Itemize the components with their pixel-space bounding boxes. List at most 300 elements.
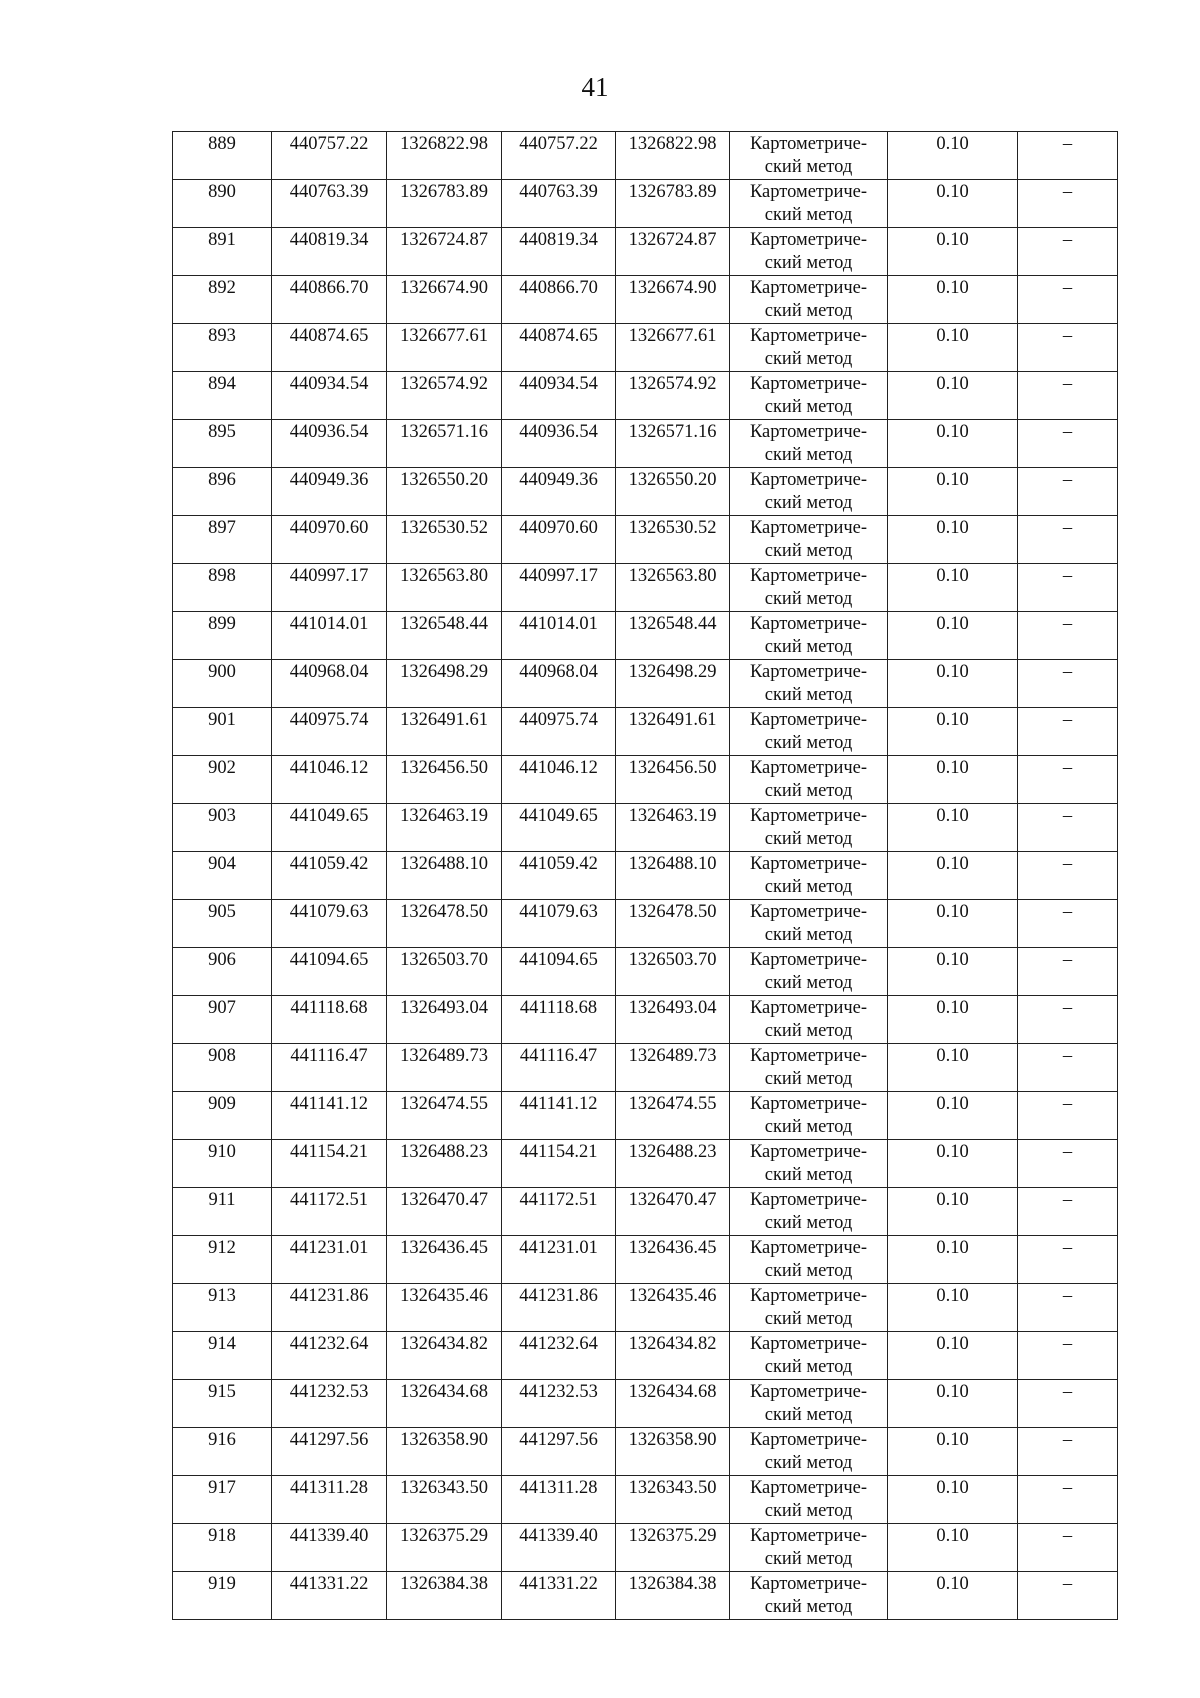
existing-y-cell: 1326530.52: [387, 516, 502, 564]
point-number-cell: 911: [173, 1188, 272, 1236]
refined-y-cell: 1326434.82: [616, 1332, 730, 1380]
note-cell: –: [1018, 180, 1118, 228]
table-row: [173, 804, 1118, 852]
method-line-2: ский метод: [764, 973, 853, 993]
method-cell: [730, 1188, 888, 1236]
method-line-1: Картометриче-: [749, 710, 868, 730]
method-line-2: ский метод: [764, 205, 853, 225]
table-row: [173, 612, 1118, 660]
method-line-2: ский метод: [764, 445, 853, 465]
method-line-1: Картометриче-: [749, 566, 868, 586]
existing-y-cell: 1326434.82: [387, 1332, 502, 1380]
refined-x-cell: 440975.74: [502, 708, 616, 756]
method-line-2: ский метод: [764, 541, 853, 561]
method-line-1: Картометриче-: [749, 1094, 868, 1114]
note-cell: –: [1018, 132, 1118, 180]
note-cell: –: [1018, 324, 1118, 372]
refined-y-cell: 1326488.10: [616, 852, 730, 900]
accuracy-cell: 0.10: [888, 180, 1018, 228]
existing-y-cell: 1326463.19: [387, 804, 502, 852]
existing-x-cell: 441141.12: [272, 1092, 387, 1140]
existing-x-cell: 440968.04: [272, 660, 387, 708]
method-line-1: Картометриче-: [749, 374, 868, 394]
existing-y-cell: 1326478.50: [387, 900, 502, 948]
existing-y-cell: 1326493.04: [387, 996, 502, 1044]
method-cell: [730, 420, 888, 468]
method-line-2: ский метод: [764, 733, 853, 753]
refined-x-cell: 441079.63: [502, 900, 616, 948]
existing-x-cell: 441231.01: [272, 1236, 387, 1284]
method-line-2: ский метод: [764, 1309, 853, 1329]
method-line-2: ский метод: [764, 1261, 853, 1281]
point-number-cell: 903: [173, 804, 272, 852]
point-number-cell: 914: [173, 1332, 272, 1380]
method-cell: [730, 612, 888, 660]
note-cell: –: [1018, 1524, 1118, 1572]
refined-y-cell: 1326358.90: [616, 1428, 730, 1476]
refined-x-cell: 440968.04: [502, 660, 616, 708]
refined-x-cell: 441311.28: [502, 1476, 616, 1524]
existing-y-cell: 1326488.10: [387, 852, 502, 900]
method-cell: [730, 900, 888, 948]
method-line-1: Картометриче-: [749, 1478, 868, 1498]
note-cell: –: [1018, 852, 1118, 900]
note-cell: –: [1018, 1476, 1118, 1524]
accuracy-cell: 0.10: [888, 1044, 1018, 1092]
method-line-1: Картометриче-: [749, 854, 868, 874]
existing-x-cell: 441118.68: [272, 996, 387, 1044]
table-row: [173, 468, 1118, 516]
method-cell: [730, 1572, 888, 1620]
existing-x-cell: 440874.65: [272, 324, 387, 372]
refined-x-cell: 440936.54: [502, 420, 616, 468]
refined-x-cell: 441046.12: [502, 756, 616, 804]
table-row: [173, 996, 1118, 1044]
point-number-cell: 902: [173, 756, 272, 804]
refined-x-cell: 441231.01: [502, 1236, 616, 1284]
existing-y-cell: 1326674.90: [387, 276, 502, 324]
accuracy-cell: 0.10: [888, 1572, 1018, 1620]
refined-y-cell: 1326375.29: [616, 1524, 730, 1572]
existing-y-cell: 1326470.47: [387, 1188, 502, 1236]
method-line-1: Картометриче-: [749, 1238, 868, 1258]
point-number-cell: 892: [173, 276, 272, 324]
point-number-cell: 908: [173, 1044, 272, 1092]
table-row: [173, 1428, 1118, 1476]
note-cell: –: [1018, 516, 1118, 564]
refined-y-cell: 1326478.50: [616, 900, 730, 948]
existing-x-cell: 441046.12: [272, 756, 387, 804]
method-cell: [730, 372, 888, 420]
method-line-2: ский метод: [764, 781, 853, 801]
existing-y-cell: 1326384.38: [387, 1572, 502, 1620]
method-cell: [730, 132, 888, 180]
note-cell: –: [1018, 468, 1118, 516]
existing-y-cell: 1326343.50: [387, 1476, 502, 1524]
refined-x-cell: 440819.34: [502, 228, 616, 276]
method-line-1: Картометриче-: [749, 1190, 868, 1210]
method-line-1: Картометриче-: [749, 1430, 868, 1450]
table-row: [173, 1380, 1118, 1428]
existing-x-cell: 441116.47: [272, 1044, 387, 1092]
method-cell: [730, 564, 888, 612]
table-row: [173, 180, 1118, 228]
method-line-2: ский метод: [764, 1069, 853, 1089]
existing-y-cell: 1326724.87: [387, 228, 502, 276]
table-row: [173, 660, 1118, 708]
method-line-2: ский метод: [764, 1453, 853, 1473]
refined-y-cell: 1326574.92: [616, 372, 730, 420]
table-row: [173, 852, 1118, 900]
method-cell: [730, 324, 888, 372]
existing-y-cell: 1326358.90: [387, 1428, 502, 1476]
method-line-1: Картометриче-: [749, 230, 868, 250]
method-line-2: ский метод: [764, 157, 853, 177]
point-number-cell: 893: [173, 324, 272, 372]
accuracy-cell: 0.10: [888, 1428, 1018, 1476]
existing-x-cell: 441154.21: [272, 1140, 387, 1188]
table-row: [173, 564, 1118, 612]
accuracy-cell: 0.10: [888, 1092, 1018, 1140]
method-line-1: Картометриче-: [749, 1334, 868, 1354]
existing-y-cell: 1326435.46: [387, 1284, 502, 1332]
point-number-cell: 890: [173, 180, 272, 228]
refined-x-cell: 441014.01: [502, 612, 616, 660]
point-number-cell: 889: [173, 132, 272, 180]
refined-y-cell: 1326474.55: [616, 1092, 730, 1140]
method-cell: [730, 1428, 888, 1476]
table-row: [173, 1332, 1118, 1380]
method-cell: [730, 276, 888, 324]
method-line-1: Картометриче-: [749, 662, 868, 682]
note-cell: –: [1018, 1044, 1118, 1092]
existing-y-cell: 1326375.29: [387, 1524, 502, 1572]
refined-y-cell: 1326783.89: [616, 180, 730, 228]
note-cell: –: [1018, 1284, 1118, 1332]
table-row: [173, 756, 1118, 804]
method-cell: [730, 756, 888, 804]
existing-y-cell: 1326488.23: [387, 1140, 502, 1188]
existing-y-cell: 1326474.55: [387, 1092, 502, 1140]
existing-y-cell: 1326491.61: [387, 708, 502, 756]
method-line-2: ский метод: [764, 589, 853, 609]
method-line-2: ский метод: [764, 1405, 853, 1425]
method-line-2: ский метод: [764, 1357, 853, 1377]
method-cell: [730, 804, 888, 852]
accuracy-cell: 0.10: [888, 1380, 1018, 1428]
method-line-1: Картометриче-: [749, 422, 868, 442]
table-row: [173, 708, 1118, 756]
refined-y-cell: 1326724.87: [616, 228, 730, 276]
accuracy-cell: 0.10: [888, 900, 1018, 948]
method-line-2: ский метод: [764, 637, 853, 657]
refined-y-cell: 1326436.45: [616, 1236, 730, 1284]
method-line-2: ский метод: [764, 1021, 853, 1041]
table-row: [173, 1572, 1118, 1620]
refined-y-cell: 1326456.50: [616, 756, 730, 804]
accuracy-cell: 0.10: [888, 468, 1018, 516]
table-row: [173, 1284, 1118, 1332]
method-line-1: Картометриче-: [749, 278, 868, 298]
method-line-1: Картометриче-: [749, 950, 868, 970]
accuracy-cell: 0.10: [888, 804, 1018, 852]
accuracy-cell: 0.10: [888, 228, 1018, 276]
accuracy-cell: 0.10: [888, 948, 1018, 996]
accuracy-cell: 0.10: [888, 1188, 1018, 1236]
refined-y-cell: 1326530.52: [616, 516, 730, 564]
refined-y-cell: 1326677.61: [616, 324, 730, 372]
existing-x-cell: 440934.54: [272, 372, 387, 420]
point-number-cell: 917: [173, 1476, 272, 1524]
method-line-1: Картометриче-: [749, 1286, 868, 1306]
table-row: [173, 900, 1118, 948]
table-row: [173, 276, 1118, 324]
refined-x-cell: 440866.70: [502, 276, 616, 324]
existing-y-cell: 1326550.20: [387, 468, 502, 516]
existing-y-cell: 1326503.70: [387, 948, 502, 996]
refined-x-cell: 441231.86: [502, 1284, 616, 1332]
table-row: [173, 324, 1118, 372]
method-line-1: Картометриче-: [749, 470, 868, 490]
table-row: [173, 132, 1118, 180]
note-cell: –: [1018, 564, 1118, 612]
method-line-1: Картометриче-: [749, 614, 868, 634]
refined-x-cell: 441118.68: [502, 996, 616, 1044]
note-cell: –: [1018, 660, 1118, 708]
method-line-2: ский метод: [764, 1549, 853, 1569]
method-cell: [730, 180, 888, 228]
note-cell: –: [1018, 276, 1118, 324]
point-number-cell: 899: [173, 612, 272, 660]
existing-x-cell: 440819.34: [272, 228, 387, 276]
refined-y-cell: 1326384.38: [616, 1572, 730, 1620]
method-cell: [730, 1044, 888, 1092]
method-line-2: ский метод: [764, 877, 853, 897]
existing-x-cell: 440975.74: [272, 708, 387, 756]
refined-x-cell: 441141.12: [502, 1092, 616, 1140]
method-line-1: Картометриче-: [749, 998, 868, 1018]
method-line-2: ский метод: [764, 397, 853, 417]
existing-x-cell: 441094.65: [272, 948, 387, 996]
refined-x-cell: 440874.65: [502, 324, 616, 372]
refined-y-cell: 1326463.19: [616, 804, 730, 852]
method-line-2: ский метод: [764, 829, 853, 849]
refined-x-cell: 441049.65: [502, 804, 616, 852]
refined-x-cell: 441116.47: [502, 1044, 616, 1092]
note-cell: –: [1018, 420, 1118, 468]
note-cell: –: [1018, 900, 1118, 948]
method-cell: [730, 1092, 888, 1140]
table-row: [173, 1524, 1118, 1572]
point-number-cell: 905: [173, 900, 272, 948]
existing-y-cell: 1326489.73: [387, 1044, 502, 1092]
refined-y-cell: 1326493.04: [616, 996, 730, 1044]
accuracy-cell: 0.10: [888, 276, 1018, 324]
existing-x-cell: 441232.53: [272, 1380, 387, 1428]
accuracy-cell: 0.10: [888, 564, 1018, 612]
existing-x-cell: 441232.64: [272, 1332, 387, 1380]
note-cell: –: [1018, 708, 1118, 756]
note-cell: –: [1018, 1572, 1118, 1620]
method-cell: [730, 660, 888, 708]
point-number-cell: 910: [173, 1140, 272, 1188]
existing-x-cell: 441172.51: [272, 1188, 387, 1236]
existing-x-cell: 441331.22: [272, 1572, 387, 1620]
existing-y-cell: 1326571.16: [387, 420, 502, 468]
refined-x-cell: 441172.51: [502, 1188, 616, 1236]
point-number-cell: 907: [173, 996, 272, 1044]
refined-y-cell: 1326503.70: [616, 948, 730, 996]
existing-y-cell: 1326456.50: [387, 756, 502, 804]
point-number-cell: 913: [173, 1284, 272, 1332]
existing-x-cell: 440757.22: [272, 132, 387, 180]
refined-x-cell: 441232.53: [502, 1380, 616, 1428]
existing-x-cell: 441339.40: [272, 1524, 387, 1572]
refined-x-cell: 441339.40: [502, 1524, 616, 1572]
point-number-cell: 904: [173, 852, 272, 900]
refined-y-cell: 1326550.20: [616, 468, 730, 516]
point-number-cell: 891: [173, 228, 272, 276]
point-number-cell: 894: [173, 372, 272, 420]
existing-x-cell: 440997.17: [272, 564, 387, 612]
existing-x-cell: 441059.42: [272, 852, 387, 900]
method-line-1: Картометриче-: [749, 1526, 868, 1546]
accuracy-cell: 0.10: [888, 612, 1018, 660]
method-cell: [730, 1476, 888, 1524]
refined-y-cell: 1326470.47: [616, 1188, 730, 1236]
method-cell: [730, 1380, 888, 1428]
table-body: [173, 132, 1118, 1620]
point-number-cell: 919: [173, 1572, 272, 1620]
note-cell: –: [1018, 612, 1118, 660]
refined-y-cell: 1326434.68: [616, 1380, 730, 1428]
accuracy-cell: 0.10: [888, 324, 1018, 372]
accuracy-cell: 0.10: [888, 420, 1018, 468]
existing-x-cell: 441311.28: [272, 1476, 387, 1524]
accuracy-cell: 0.10: [888, 1236, 1018, 1284]
existing-x-cell: 441014.01: [272, 612, 387, 660]
method-line-2: ский метод: [764, 1597, 853, 1617]
existing-y-cell: 1326436.45: [387, 1236, 502, 1284]
note-cell: –: [1018, 228, 1118, 276]
table-row: [173, 1476, 1118, 1524]
method-line-2: ский метод: [764, 349, 853, 369]
note-cell: –: [1018, 996, 1118, 1044]
note-cell: –: [1018, 1092, 1118, 1140]
method-line-2: ский метод: [764, 301, 853, 321]
accuracy-cell: 0.10: [888, 132, 1018, 180]
refined-y-cell: 1326498.29: [616, 660, 730, 708]
method-line-2: ский метод: [764, 493, 853, 513]
accuracy-cell: 0.10: [888, 1284, 1018, 1332]
method-line-2: ский метод: [764, 1165, 853, 1185]
accuracy-cell: 0.10: [888, 756, 1018, 804]
method-cell: [730, 468, 888, 516]
method-cell: [730, 1524, 888, 1572]
method-cell: [730, 996, 888, 1044]
existing-y-cell: 1326548.44: [387, 612, 502, 660]
note-cell: –: [1018, 1428, 1118, 1476]
refined-x-cell: 440949.36: [502, 468, 616, 516]
method-line-2: ский метод: [764, 1117, 853, 1137]
refined-y-cell: 1326674.90: [616, 276, 730, 324]
accuracy-cell: 0.10: [888, 852, 1018, 900]
existing-x-cell: 441231.86: [272, 1284, 387, 1332]
accuracy-cell: 0.10: [888, 1332, 1018, 1380]
table-row: [173, 228, 1118, 276]
point-number-cell: 901: [173, 708, 272, 756]
refined-y-cell: 1326488.23: [616, 1140, 730, 1188]
method-line-1: Картометриче-: [749, 182, 868, 202]
existing-y-cell: 1326498.29: [387, 660, 502, 708]
note-cell: –: [1018, 1236, 1118, 1284]
method-line-1: Картометриче-: [749, 758, 868, 778]
accuracy-cell: 0.10: [888, 1476, 1018, 1524]
table-row: [173, 1092, 1118, 1140]
method-line-1: Картометриче-: [749, 1574, 868, 1594]
method-line-1: Картометриче-: [749, 518, 868, 538]
refined-x-cell: 441232.64: [502, 1332, 616, 1380]
accuracy-cell: 0.10: [888, 516, 1018, 564]
point-number-cell: 906: [173, 948, 272, 996]
point-number-cell: 900: [173, 660, 272, 708]
refined-y-cell: 1326822.98: [616, 132, 730, 180]
existing-x-cell: 441049.65: [272, 804, 387, 852]
refined-y-cell: 1326548.44: [616, 612, 730, 660]
note-cell: –: [1018, 804, 1118, 852]
method-line-1: Картометриче-: [749, 1046, 868, 1066]
point-number-cell: 912: [173, 1236, 272, 1284]
method-cell: [730, 1284, 888, 1332]
coordinates-table: [172, 131, 1118, 1620]
point-number-cell: 909: [173, 1092, 272, 1140]
method-line-2: ский метод: [764, 1501, 853, 1521]
method-line-2: ский метод: [764, 1213, 853, 1233]
method-line-1: Картометриче-: [749, 902, 868, 922]
existing-y-cell: 1326563.80: [387, 564, 502, 612]
existing-y-cell: 1326434.68: [387, 1380, 502, 1428]
refined-y-cell: 1326435.46: [616, 1284, 730, 1332]
method-cell: [730, 516, 888, 564]
point-number-cell: 916: [173, 1428, 272, 1476]
refined-y-cell: 1326491.61: [616, 708, 730, 756]
table-row: [173, 372, 1118, 420]
refined-y-cell: 1326571.16: [616, 420, 730, 468]
existing-y-cell: 1326822.98: [387, 132, 502, 180]
method-cell: [730, 852, 888, 900]
refined-x-cell: 440763.39: [502, 180, 616, 228]
accuracy-cell: 0.10: [888, 660, 1018, 708]
method-line-1: Картометриче-: [749, 1142, 868, 1162]
point-number-cell: 915: [173, 1380, 272, 1428]
existing-x-cell: 440970.60: [272, 516, 387, 564]
method-line-2: ский метод: [764, 685, 853, 705]
method-line-2: ский метод: [764, 925, 853, 945]
existing-x-cell: 441079.63: [272, 900, 387, 948]
refined-y-cell: 1326489.73: [616, 1044, 730, 1092]
existing-y-cell: 1326574.92: [387, 372, 502, 420]
existing-x-cell: 440866.70: [272, 276, 387, 324]
method-cell: [730, 708, 888, 756]
table-row: [173, 1236, 1118, 1284]
note-cell: –: [1018, 372, 1118, 420]
existing-x-cell: 440936.54: [272, 420, 387, 468]
accuracy-cell: 0.10: [888, 1140, 1018, 1188]
method-line-2: ский метод: [764, 253, 853, 273]
method-cell: [730, 948, 888, 996]
refined-x-cell: 441094.65: [502, 948, 616, 996]
point-number-cell: 895: [173, 420, 272, 468]
